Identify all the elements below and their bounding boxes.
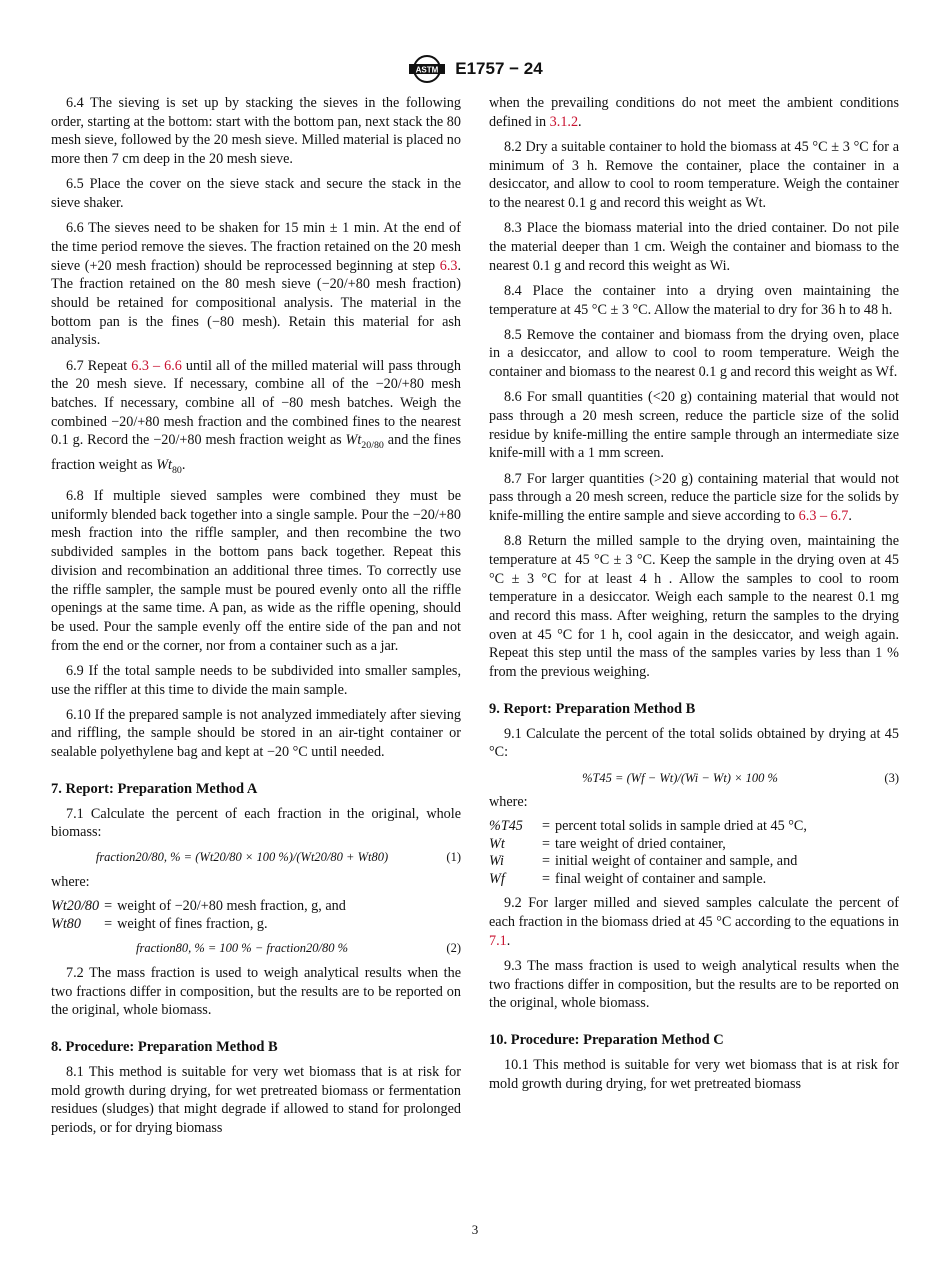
paragraph-8-7: 8.7 For larger quantities (>20 g) containing material that would not pass through a 20 mesh screen, reduce the particle size for the solids by knife-milling the entire sample and sieve according to 6.3 – 6.7. — [489, 470, 899, 525]
paragraph-6-6: 6.6 The sieves need to be shaken for 15 min ± 1 min. At the end of the time period remove the sieves. The fraction retained on the 20 mesh sieve (+20 mesh fraction) should be reprocessed beginning at step 6.3. The fraction retained on the 80 mesh sieve (−20/+80 mesh fraction) should be retained for compositional analysis. The material in the bottom pan is the fines (−80 mesh). Retain this material for ash analysis. — [51, 220, 461, 349]
equation-2-number: (2) — [446, 941, 461, 956]
paragraph-6-4: 6.4 The sieving is set up by stacking the sieves in the following order, starting at the bottom: start with the bottom pan, next stack the 80 mesh sieve, followed by the 20 mesh sieve. Milled material is placed no more then 7 cm deep in the 20 mesh sieve. — [51, 95, 461, 168]
where-row: Wi = initial weight of container and sample, and — [489, 853, 798, 870]
standard-code: E1757 − 24 — [455, 59, 543, 78]
xref-6-3-6-7[interactable]: 6.3 – 6.7 — [798, 508, 849, 525]
section-heading-9: 9. Report: Preparation Method B — [489, 700, 696, 717]
page-number: 3 — [471, 1222, 479, 1237]
where-table-3 — [489, 818, 807, 888]
paragraph-9-1: 9.1 Calculate the percent of the total solids obtained by drying at 45 °C: — [489, 725, 899, 761]
section-heading-8: 8. Procedure: Preparation Method B — [51, 1039, 278, 1056]
xref-3-1-2[interactable]: 3.1.2 — [549, 113, 579, 130]
paragraph-7-2: 7.2 The mass fraction is used to weigh analytical results when the two fractions differ in composition, but the results are to be reported on the original, whole biomass. — [51, 965, 461, 1019]
paragraph-8-4: 8.4 Place the container into a drying oven maintaining the temperature at 45 °C ± 3 °C. Allow the material to dry for 36 h to 48 h. — [489, 282, 899, 318]
paragraph-8-5: 8.5 Remove the container and biomass from the drying oven, place in a desiccator, and allow to cool to room temperature. Weigh the container and biomass to the nearest 0.1 g and record this weight as Wf. — [489, 326, 899, 381]
xref-7-1[interactable]: 7.1 — [489, 932, 507, 949]
paragraph-6-8: 6.8 If multiple sieved samples were combined they must be uniformly blended back together into a single sample. Pour the −20/+80 mesh fraction into the riffle sampler, and then recombine the two subdivided samples in the bottom pans back together. Repeat this division and recombination an additional three times. To correctly use the riffle sampler, the sample must be poured evenly onto all the riffle openings at the same time. A pan, as wide as the riffle opening, should be used. Pour the sample evenly off the entire side of the pan and not from the end or the corner, nor from a container such as a jar. — [51, 488, 461, 654]
equation-3 — [489, 769, 899, 788]
equation-2-body: fraction80, % = 100 % − fraction20/80 % — [136, 941, 348, 956]
equation-1 — [51, 848, 461, 867]
where-table-1 — [51, 898, 346, 933]
paragraph-9-3: 9.3 The mass fraction is used to weigh analytical results when the two fractions differ in composition, but the results are to be reported on the original, whole biomass. — [489, 958, 899, 1012]
section-heading-10: 10. Procedure: Preparation Method C — [489, 1032, 724, 1049]
paragraph-9-2: 9.2 For larger milled and sieved samples calculate the percent of each fraction in the biomass dried at 45 °C according to the equations in 7.1. — [489, 895, 899, 949]
where-label: where: — [51, 874, 90, 891]
section-heading-7: 7. Report: Preparation Method A — [51, 780, 258, 797]
paragraph-6-5: 6.5 Place the cover on the sieve stack and secure the stack in the sieve shaker. — [51, 176, 461, 212]
paragraph-6-10: 6.10 If the prepared sample is not analyzed immediately after sieving and riffling, the sample should be stored in an air-tight container or sealable polyethylene bag and kept at −20 °C until needed. — [51, 706, 461, 761]
left-column — [51, 94, 461, 1144]
astm-logo-icon — [407, 54, 447, 84]
paragraph-8-2: 8.2 Dry a suitable container to hold the biomass at 45 °C ± 3 °C for a minimum of 3 h. Remove the container, place the container in a desiccator, and allow to cool to room temperature. Weigh the container to the nearest 0.1 g and record this weight as Wt. — [489, 138, 899, 212]
where-label: where: — [489, 794, 528, 811]
page-header — [0, 54, 950, 84]
right-column — [489, 94, 899, 1100]
equation-3-body: %T45 = (Wf − Wt)/(Wi − Wt) × 100 % — [582, 770, 778, 785]
paragraph-6-7: 6.7 Repeat 6.3 – 6.6 until all of the milled material will pass through the 20 mesh sieve. If necessary, combine all of the −20/+80 mesh batches. If necessary, combine all of −80 mesh batches. Weigh the combined −20/+80 mesh fraction and the combined fines to the nearest 0.1 g. Record the −20/+80 mesh fraction weight as $Wt_{20/80}$ and the fines fraction weight as $Wt_{80}$. — [51, 357, 461, 476]
paragraph-10-1: 10.1 This method is suitable for very wet biomass that is at risk for mold growth during drying, for wet pretreated biomass — [489, 1056, 899, 1092]
where-row: Wt = tare weight of dried container, — [489, 835, 726, 852]
where-row: Wf = final weight of container and sample. — [489, 870, 767, 887]
paragraph-8-1-continued: when the prevailing conditions do not meet the ambient conditions defined in 3.1.2. — [489, 95, 899, 130]
paragraph-6-9: 6.9 If the total sample needs to be subdivided into smaller samples, use the riffler at this time to divide the main sample. — [51, 662, 461, 698]
paragraph-8-1: 8.1 This method is suitable for very wet biomass that is at risk for mold growth during drying, for wet pretreated biomass or fermentation residues (sludges) that might degrade if allowed to stand for prolonged periods, or for drying biomass — [51, 1063, 461, 1136]
paragraph-8-3: 8.3 Place the biomass material into the dried container. Do not pile the material deeper than 1 cm. Weigh the container and biomass to the nearest 0.1 g and record this weight as Wi. — [489, 220, 899, 274]
where-row: Wt80 = weight of fines fraction, g. — [51, 915, 268, 932]
paragraph-8-8: 8.8 Return the milled sample to the drying oven, maintaining the temperature at 45 °C ± 3 °C. Keep the sample in the drying oven at 45 °C ± 3 °C for at least 4 h . Allow the samples to cool to room temperature in a desiccator. Weigh each sample to the nearest 0.1 mg and record this mass. After weighing, return the samples to the drying oven at 45 °C for 1 h, cool again in the desiccator, and weigh again. Repeat this step until the mass of the samples varies by less than 1 % from the previous weighing. — [489, 533, 899, 681]
equation-3-number: (3) — [884, 770, 899, 785]
xref-6-3[interactable]: 6.3 — [439, 257, 458, 274]
svg-text:ASTM: ASTM — [415, 65, 439, 75]
equation-1-number: (1) — [446, 850, 461, 865]
xref-6-3-6-6[interactable]: 6.3 – 6.6 — [131, 357, 182, 374]
equation-1-body: fraction20/80, % = (Wt20/80 × 100 %)/(Wt20/80 + Wt80) — [95, 850, 389, 865]
where-row: Wt20/80 = weight of −20/+80 mesh fraction, g, and — [51, 898, 346, 915]
paragraph-8-6: 8.6 For small quantities (<20 g) containing material that would not pass through a 20 mesh screen, reduce the particle size of the solid residue by knife-milling the entire sample through an intermediate size knife-mill with a 1 mm screen. — [489, 389, 899, 462]
paragraph-7-1: 7.1 Calculate the percent of each fraction in the original, whole biomass: — [51, 805, 461, 841]
equation-2 — [51, 939, 461, 958]
where-row: %T45 = percent total solids in sample dried at 45 °C, — [489, 818, 807, 835]
